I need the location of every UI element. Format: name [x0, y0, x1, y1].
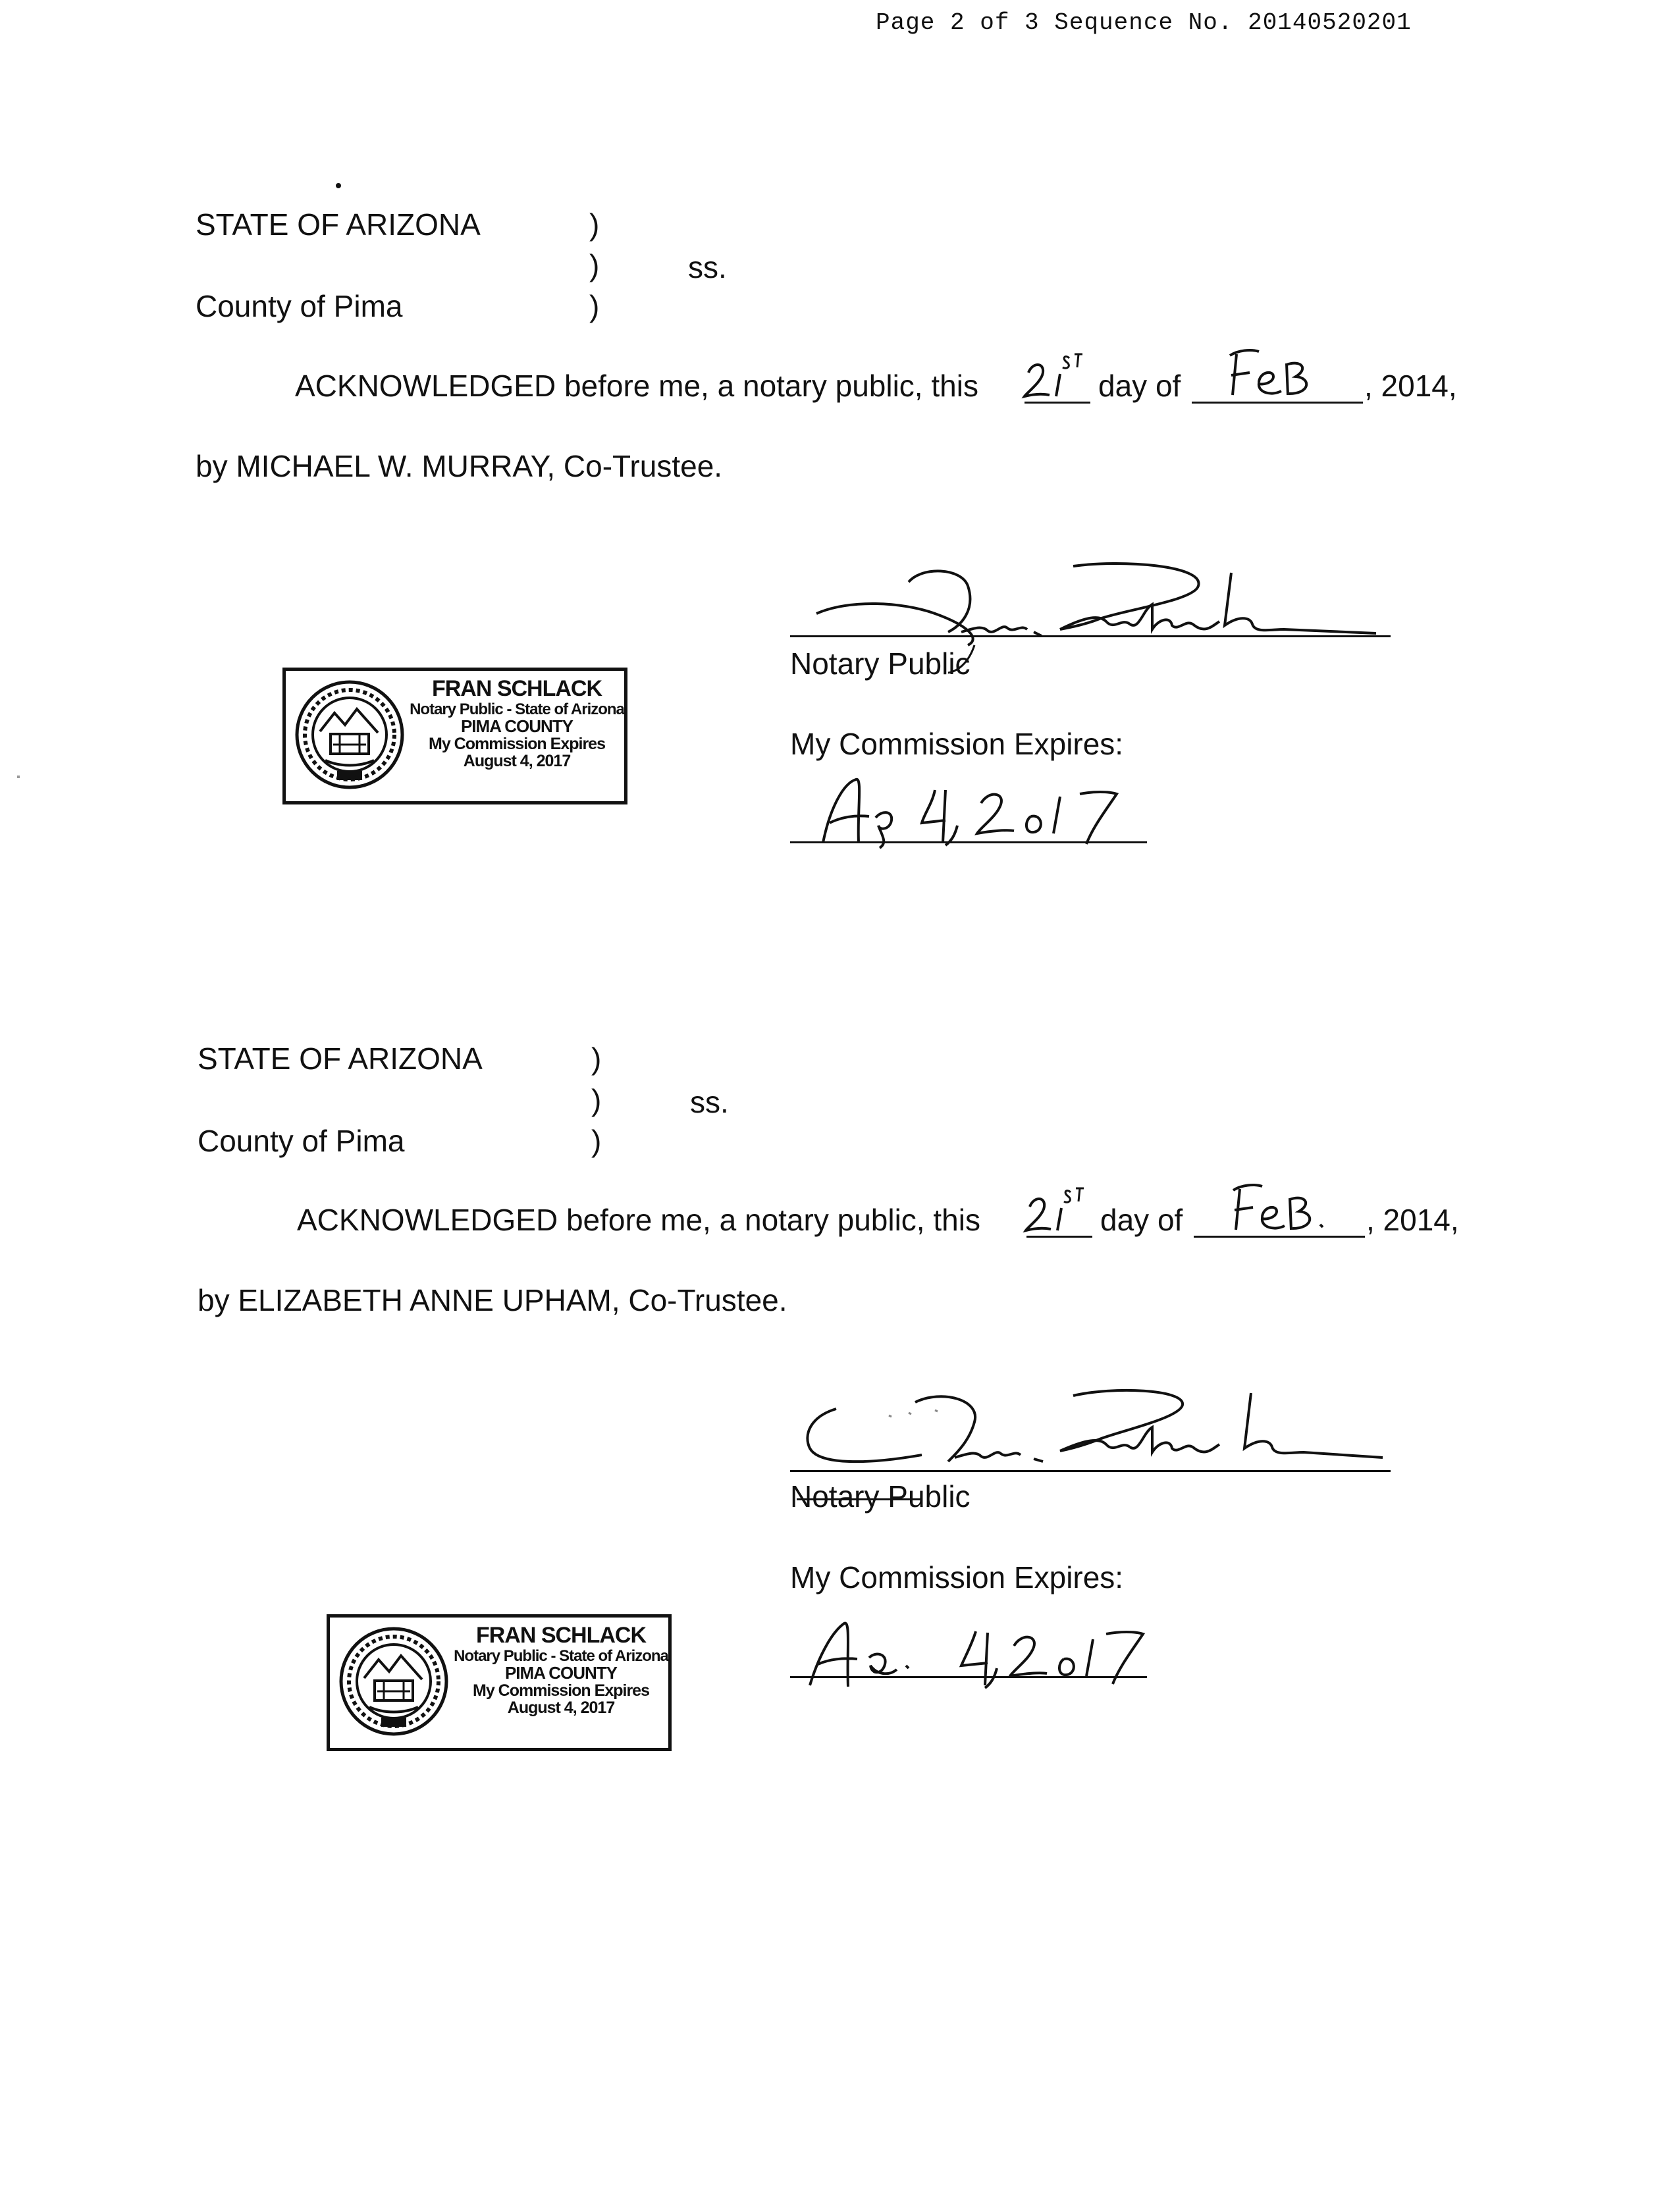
expiry-line — [790, 841, 1147, 843]
ack-prefix: ACKNOWLEDGED before me, a notary public, this — [297, 1203, 980, 1237]
year-label: , 2014, — [1364, 369, 1457, 403]
notary-public-label: Notary Public — [790, 1479, 971, 1514]
notary-stamp — [327, 1614, 672, 1751]
ss-label: ss. — [688, 250, 727, 284]
handwritten-day-21st — [1021, 1182, 1100, 1241]
signature-line — [790, 1470, 1391, 1472]
day-of-label: day of — [1098, 369, 1181, 403]
commission-expires-label: My Commission Expires: — [790, 727, 1124, 761]
month-blank — [1192, 402, 1363, 404]
venue-paren: ) — [589, 289, 600, 323]
stamp-county: PIMA COUNTY — [504, 1662, 618, 1683]
handwritten-expiry-date — [803, 1613, 1159, 1698]
year-label: , 2014, — [1366, 1203, 1459, 1237]
county-label: County of Pima — [198, 1124, 405, 1158]
venue-paren: ) — [591, 1124, 602, 1158]
by-line: by MICHAEL W. MURRAY, Co-Trustee. — [196, 449, 723, 483]
commission-expires-label: My Commission Expires: — [790, 1560, 1124, 1594]
stamp-title: Notary Public - State of Arizona — [410, 700, 624, 718]
arizona-seal-icon — [294, 679, 406, 791]
handwritten-month-feb — [1218, 342, 1337, 402]
county-label: County of Pima — [196, 289, 403, 323]
stray-mark — [336, 183, 341, 188]
handwritten-month-feb — [1221, 1177, 1340, 1236]
scan-speck — [17, 776, 20, 778]
stamp-expires-label: My Commission Expires — [429, 735, 605, 754]
notary-stamp — [282, 668, 627, 804]
venue-paren: ) — [591, 1041, 602, 1076]
state-label: STATE OF ARIZONA — [198, 1041, 483, 1076]
strike-mark — [797, 1498, 922, 1500]
venue-paren: ) — [591, 1083, 602, 1117]
day-of-label: day of — [1100, 1203, 1183, 1237]
stamp-expires-date: August 4, 2017 — [507, 1698, 615, 1718]
stamp-expires-date: August 4, 2017 — [463, 752, 571, 771]
venue-paren: ) — [589, 207, 600, 242]
ss-label: ss. — [690, 1085, 729, 1119]
arizona-seal-icon — [338, 1625, 450, 1737]
page-sequence-header: Page 2 of 3 Sequence No. 20140520201 — [876, 9, 1412, 36]
state-label: STATE OF ARIZONA — [196, 207, 481, 242]
signature-line — [790, 635, 1391, 637]
ack-prefix: ACKNOWLEDGED before me, a notary public, this — [295, 369, 978, 403]
stamp-name: FRAN SCHLACK — [431, 676, 602, 701]
expiry-line — [790, 1676, 1147, 1678]
stamp-name: FRAN SCHLACK — [475, 1623, 647, 1648]
notary-public-label: Notary Public — [790, 646, 971, 681]
stamp-title: Notary Public - State of Arizona — [454, 1646, 668, 1665]
handwritten-day-21st — [1019, 348, 1098, 407]
stamp-county: PIMA COUNTY — [460, 716, 573, 736]
by-line: by ELIZABETH ANNE UPHAM, Co-Trustee. — [198, 1283, 787, 1317]
venue-paren: ) — [589, 248, 600, 282]
stamp-expires-label: My Commission Expires — [473, 1681, 649, 1700]
